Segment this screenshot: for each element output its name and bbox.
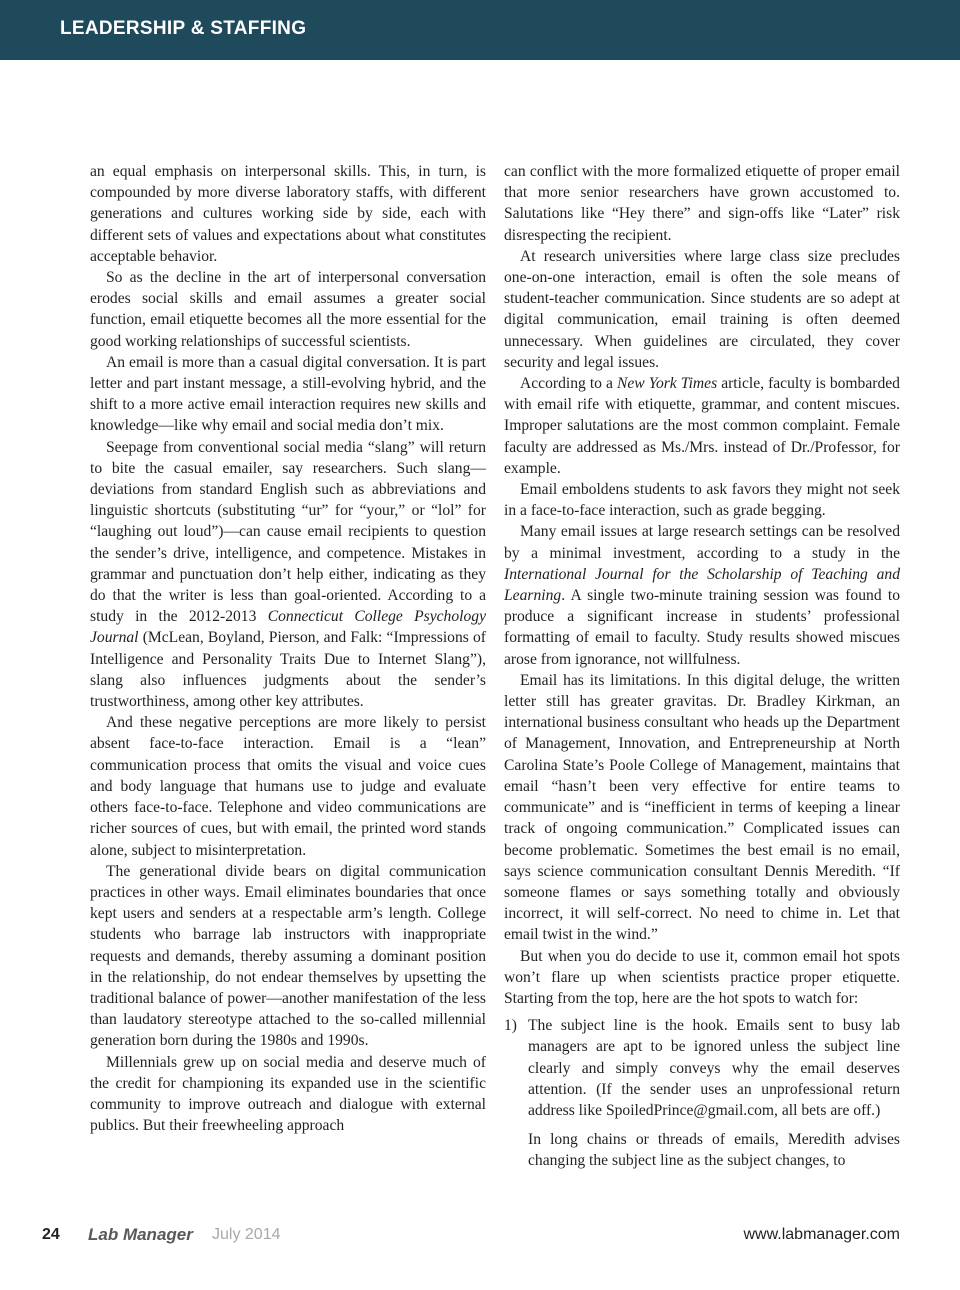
article-column-left [90,161,486,1136]
paragraph: And these negative perceptions are more likely to persist absent face-to-face interaction. Email is a “lean” communication process that omits the visual and voice cues and body language that humans use to judge and evaluate others face-to-face. Telephone and video communications are richer sources of cues, but with email, the printed word stands alone, subject to misinterpretation. [90,714,486,859]
paragraph: An email is more than a casual digital conversation. It is part letter and part instant message, a still-evolving hybrid, and the shift to a more active email interaction requires new skills and knowledge—like why email and social media don’t mix. [90,353,486,435]
section-header-bar [0,0,960,60]
paragraph: Email has its limitations. In this digital deluge, the written letter still has greater gravitas. Dr. Bradley Kirkman, an international business consultant who heads up the Department of Management, Innovation, and Entrepreneurship at North Carolina State’s Poole College of Management, maintains that email “hasn’t been very effective for entire teams to communicate” and is “inefficient in terms of keeping a linear track of ongoing communication.” Complicated issues can become problematic. Sometimes the best email is no email, says science communication consultant Dennis Meredith. “If someone flames or says something totally and obviously incorrect, it will self-correct. No need to chime in. Let that email twist in the wind.” [504,671,900,944]
paragraph [504,373,900,479]
paragraph: At research universities where large class size precludes one-on-one interaction, email is often the sole means of student-teacher communication. Since students are so adept at digital communication, email training is often deemed unnecessary. When guidelines are circulated, they cover security and legal issues. [504,247,900,371]
paragraph-text: Many email issues at large research settings can be resolved by a minimal investment, according to a study in the [504,523,900,562]
page-footer [0,1226,960,1256]
paragraph-text: Seepage from conventional social media “slang” will return to bite the casual emailer, say researchers. Such slang—deviations from standard English such as abbreviations and linguistic shortcuts (substituting “ur” for “your,” or “lol” for “laughing out loud”)—can cause email recipients to question the sender’s drive, intelligence, and competence. Mistakes in grammar and punctuation don’t help either, indicating as they do that the writer is less than goal-oriented. According to a study in the 2012-2013 [90,438,486,626]
issue-date: July 2014 [212,1226,281,1243]
paragraph: But when you do decide to use it, common email hot spots won’t flare up when scientists practice proper etiquette. Starting from the top, here are the hot spots to watch for: [504,947,900,1007]
hot-spots-list [504,1015,900,1171]
article-column-right [504,161,900,1172]
paragraph-text: article, faculty is bombarded with email rife with etiquette, grammar, and content miscues. Improper salutations are the most common complaint. Female faculty are addressed as Ms./Mrs. instead of Dr./Professor, for example. [504,375,900,477]
paragraph: So as the decline in the art of interpersonal conversation erodes social skills and email assumes a greater social function, email etiquette becomes all the more essential for the good working relationships of successful scientists. [90,269,486,350]
paragraph [90,437,486,713]
paragraph-text: According to a [520,375,613,393]
list-item-continuation: In long chains or threads of emails, Meredith advises changing the subject line as the subject changes, to [528,1131,900,1170]
list-item-text: The subject line is the hook. Emails sent to busy lab managers are apt to be ignored unless the subject line clearly and simply conveys why the email deserves attention. (If the sender uses an unprofessional return address like SpoiledPrince@gmail.com, all bets are off.) [528,1017,900,1119]
website-link[interactable]: www.labmanager.com [743,1226,900,1243]
paragraph: Millennials grew up on social media and deserve much of the credit for championing its expanded use in the scientific community to improve outreach and dialogue with external publics. But their freewheeling approach [90,1053,486,1135]
paragraph-text: . A single two-minute training session was found to produce a significant increase in students’ professional formatting of email to faculty. Study results showed miscues arose from ignorance, not willfulness. [504,587,900,668]
journal-title: International Journal for the Scholarship of Teaching and Learning [504,565,900,605]
list-item-number: 1) [504,1017,517,1035]
paragraph: an equal emphasis on interpersonal skills. This, in turn, is compounded by more diverse laboratory staffs, with different generations and cultures working side by side, each with different sets of values and expectations about what constitutes acceptable behavior. [90,163,486,265]
paragraph: can conflict with the more formalized etiquette of proper email that more senior researchers have grown accustomed to. Salutations like “Hey there” and sign-offs like “Later” risk disrespecting the recipient. [504,163,900,244]
section-title: LEADERSHIP & STAFFING [60,18,307,39]
list-item [504,1015,900,1171]
paragraph: The generational divide bears on digital communication practices in other ways. Email eliminates boundaries that once kept users and senders at a respectable arm’s length. College students who barrage lab instructors with inappropriate requests and demands, thereby assuming a dominant position in the relationship, do not endear themselves by upsetting the traditional balance of power—another manifestation of the less than laudatory stereotype attached to the so-called millennial generation born during the 1980s and 1990s. [90,862,486,1050]
magazine-name: Lab Manager [88,1225,193,1244]
paragraph-text: (McLean, Boyland, Pierson, and Falk: “Impressions of Intelligence and Personality Traits Due to Internet Slang”), slang also influences judgments about the sender’s trustworthiness, among other key attributes. [90,629,486,711]
publication-title: New York Times [616,375,718,393]
paragraph: Email emboldens students to ask favors they might not seek in a face-to-face interaction, such as grade begging. [504,481,900,520]
journal-title: Connecticut College Psychology Journal [90,608,486,647]
paragraph [504,521,900,669]
page-number: 24 [42,1226,60,1243]
